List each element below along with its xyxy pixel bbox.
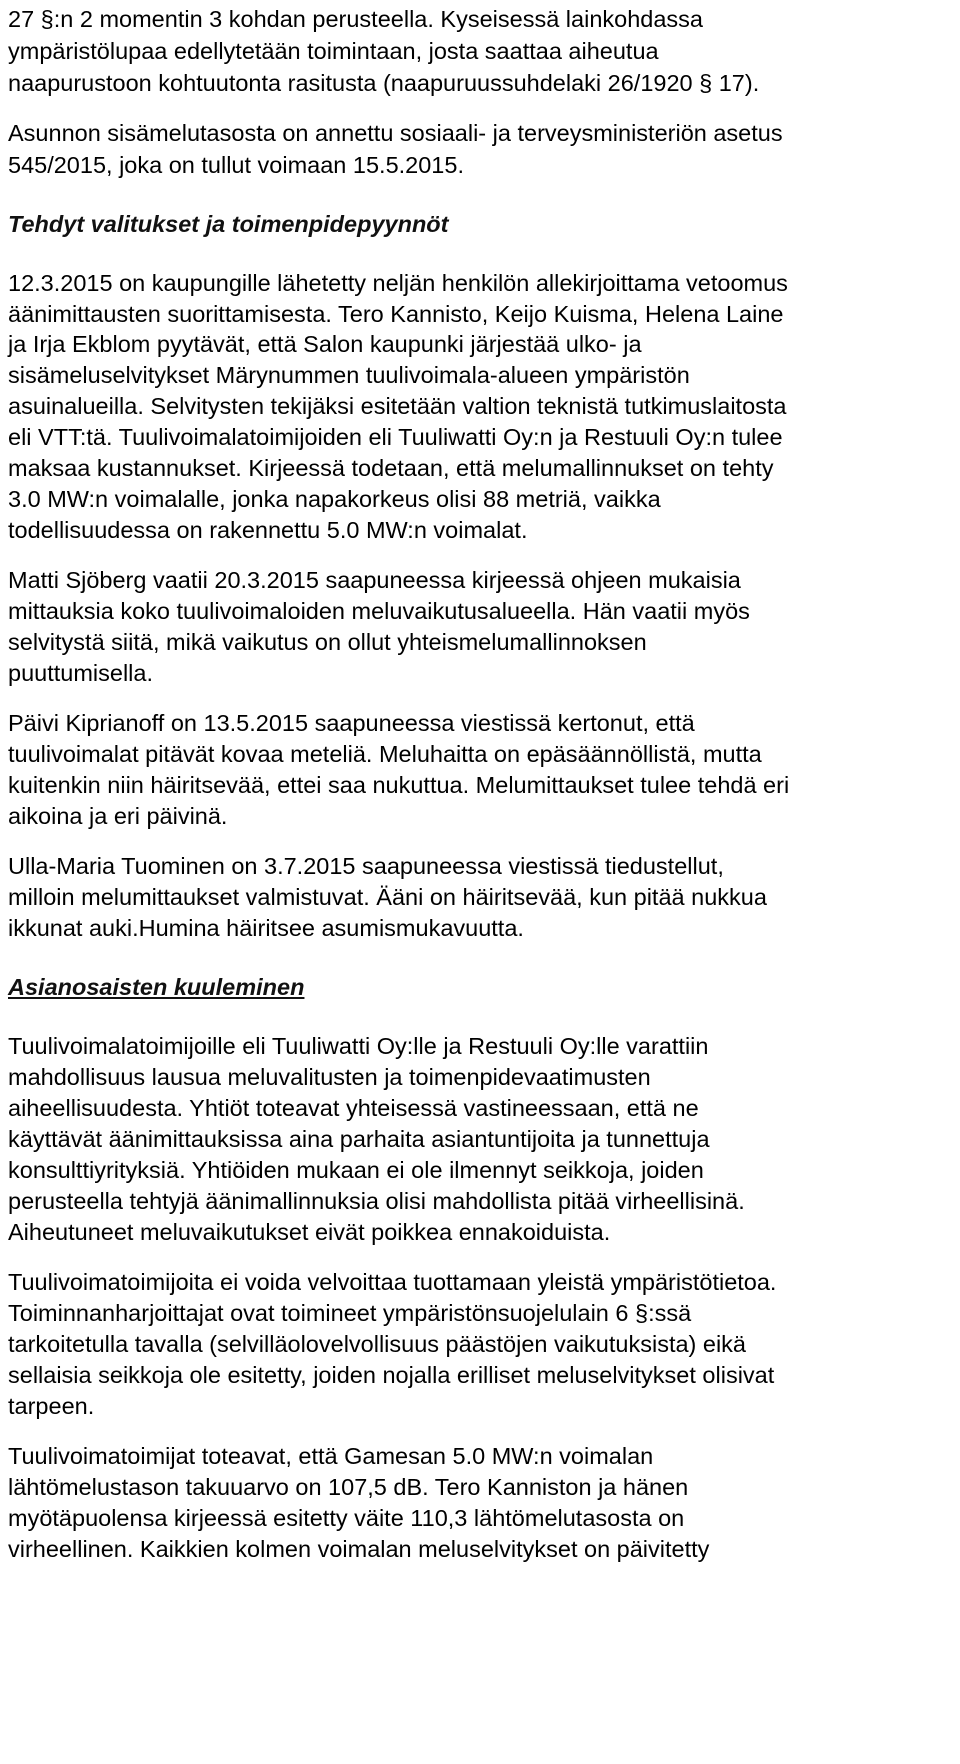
text-line: Asunnon sisämelutasosta on annettu sosiaali- ja terveysministeriön asetus [8,120,783,146]
text-line: lähtömelustason takuuarvo on 107,5 dB. Tero Kanniston ja hänen [8,1474,689,1500]
text-line: todellisuudessa on rakennettu 5.0 MW:n voimalat. [8,517,528,543]
text-line: Päivi Kiprianoff on 13.5.2015 saapuneessa viestissä kertonut, että [8,710,695,736]
section-heading: Tehdyt valitukset ja toimenpidepyynnöt [8,211,449,237]
text-line: 27 §:n 2 momentin 3 kohdan perusteella. Kyseisessä lainkohdassa [8,6,703,32]
text-line: Tuulivoimalatoimijoille eli Tuuliwatti Oy:lle ja Restuuli Oy:lle varattiin [8,1033,709,1059]
text-line: aikoina ja eri päivinä. [8,803,228,829]
text-line: äänimittausten suorittamisesta. Tero Kannisto, Keijo Kuisma, Helena Laine [8,301,784,327]
text-line: ikkunat auki.Humina häiritsee asumismukavuutta. [8,915,524,941]
text-line: Aiheutuneet meluvaikutukset eivät poikkea ennakoiduista. [8,1219,611,1245]
text-line: selvitystä siitä, mikä vaikutus on ollut yhteismelumallinnoksen [8,629,647,655]
text-line: mittauksia koko tuulivoimaloiden meluvaikutusalueella. Hän vaatii myös [8,598,750,624]
text-line: asuinalueilla. Selvitysten tekijäksi esitetään valtion teknistä tutkimuslaitosta [8,393,787,419]
text-line: 12.3.2015 on kaupungille lähetetty neljän henkilön allekirjoittama vetoomus [8,270,788,296]
text-line: eli VTT:tä. Tuulivoimalatoimijoiden eli Tuuliwatti Oy:n ja Restuuli Oy:n tulee [8,424,783,450]
text-line: aiheellisuudesta. Yhtiöt toteavat yhteisessä vastineessaan, että ne [8,1095,699,1121]
text-line: sisämeluselvitykset Märynummen tuulivoimala-alueen ympäristön [8,362,690,388]
text-line: 545/2015, joka on tullut voimaan 15.5.2015. [8,152,464,178]
text-line: käyttävät äänimittauksissa aina parhaita asiantuntijoita ja tunnettuja [8,1126,710,1152]
text-line: konsulttiyrityksiä. Yhtiöiden mukaan ei ole ilmennyt seikkoja, joiden [8,1157,704,1183]
text-line: puuttumisella. [8,660,153,686]
text-line: Matti Sjöberg vaatii 20.3.2015 saapuneessa kirjeessä ohjeen mukaisia [8,567,741,593]
text-line: virheellinen. Kaikkien kolmen voimalan meluselvitykset on päivitetty [8,1536,710,1562]
text-line: Tuulivoimatoimijat toteavat, että Gamesan 5.0 MW:n voimalan [8,1443,654,1469]
text-line: 3.0 MW:n voimalalle, jonka napakorkeus olisi 88 metriä, vaikka [8,486,661,512]
text-line: tarpeen. [8,1393,95,1419]
text-line: tarkoitetulla tavalla (selvilläolovelvollisuus päästöjen vaikutuksista) eikä [8,1331,747,1357]
text-line: ja Irja Ekblom pyytävät, että Salon kaupunki järjestää ulko- ja [8,331,642,357]
text-line: myötäpuolensa kirjeessä esitetty väite 110,3 lähtömelutasosta on [8,1505,685,1531]
text-line: Tuulivoimatoimijoita ei voida velvoittaa tuottamaan yleistä ympäristötietoa. [8,1269,777,1295]
section-heading: Asianosaisten kuuleminen [8,974,305,1000]
text-line: tuulivoimalat pitävät kovaa meteliä. Meluhaitta on epäsäännöllistä, mutta [8,741,762,767]
text-line: milloin melumittaukset valmistuvat. Ääni on häiritsevää, kun pitää nukkua [8,884,767,910]
text-line: naapurustoon kohtuutonta rasitusta (naapuruussuhdelaki 26/1920 § 17). [8,70,760,96]
text-line: Toiminnanharjoittajat ovat toimineet ympäristönsuojelulain 6 §:ssä [8,1300,692,1326]
text-line: perusteella tehtyjä äänimallinnuksia olisi mahdollista pitää virheellisinä. [8,1188,745,1214]
text-line: kuitenkin niin häiritsevää, ettei saa nukuttua. Melumittaukset tulee tehdä eri [8,772,790,798]
text-line: mahdollisuus lausua meluvalitusten ja toimenpidevaatimusten [8,1064,651,1090]
text-line: maksaa kustannukset. Kirjeessä todetaan, että melumallinnukset on tehty [8,455,774,481]
text-line: Ulla-Maria Tuominen on 3.7.2015 saapuneessa viestissä tiedustellut, [8,853,724,879]
text-line: sellaisia seikkoja ole esitetty, joiden nojalla erilliset meluselvitykset olisivat [8,1362,775,1388]
text-line: ympäristölupaa edellytetään toimintaan, josta saattaa aiheutua [8,38,659,64]
